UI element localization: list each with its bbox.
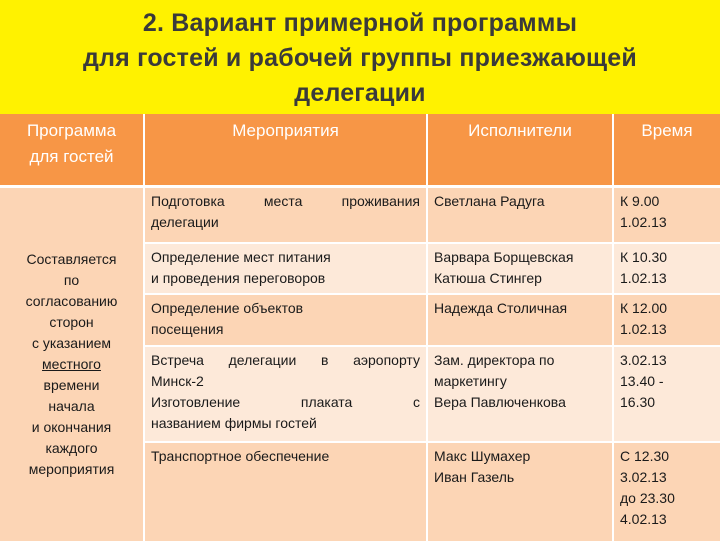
time-line: 16.30 [620, 394, 656, 410]
header-time: Время [613, 114, 720, 186]
program-table [0, 114, 720, 543]
side-note-line: согласованию [25, 292, 118, 309]
header-events: Мероприятия [144, 114, 427, 186]
side-note-line: и окончания [31, 418, 112, 435]
table-header-row [0, 114, 720, 186]
event-line: Минск-2 [151, 373, 204, 389]
time-cell [613, 186, 720, 243]
time-cell [613, 294, 720, 346]
side-note-line: мероприятия [28, 460, 115, 477]
time-line: 3.02.13 [620, 469, 667, 485]
executor-line: Катюша Стингер [434, 270, 542, 286]
executor-cell [427, 442, 613, 542]
time-line: 1.02.13 [620, 321, 667, 337]
executor-cell [427, 186, 613, 243]
event-line: посещения [151, 321, 224, 337]
time-cell [613, 243, 720, 294]
time-line: 1.02.13 [620, 270, 667, 286]
executor-line: Макс Шумахер [434, 448, 531, 464]
time-line: 3.02.13 [620, 352, 667, 368]
time-line: 1.02.13 [620, 213, 667, 230]
header-program [0, 114, 144, 186]
executor-cell [427, 294, 613, 346]
executor-cell [427, 346, 613, 442]
event-cell [144, 346, 427, 442]
executor-line: Вера Павлюченкова [434, 394, 566, 410]
header-executors: Исполнители [427, 114, 613, 186]
event-line: Встреча делегации в аэропорту [151, 352, 420, 368]
header-program-line-2: для гостей [29, 147, 114, 166]
executor-line: Варвара Борщевская [434, 249, 574, 265]
time-cell [613, 346, 720, 442]
event-cell [144, 442, 427, 542]
side-note-line: с указанием [31, 334, 112, 351]
event-cell [144, 186, 427, 243]
side-note-line: времени [43, 376, 100, 393]
slide-title-line-1: 2. Вариант примерной программы [142, 9, 578, 37]
event-line: делегации [151, 213, 219, 230]
slide-title-line-3: делегации [294, 79, 426, 107]
executor-line: Иван Газель [434, 469, 515, 485]
time-line: К 10.30 [620, 249, 668, 265]
time-line: К 12.00 [620, 300, 668, 316]
time-cell [613, 442, 720, 542]
event-line: названием фирмы гостей [151, 415, 317, 431]
executor-line: Надежда Столичная [434, 300, 568, 316]
event-line: Изготовление плаката с [151, 394, 420, 410]
table-row [0, 186, 720, 243]
side-note-line: начала [48, 397, 95, 414]
event-cell [144, 294, 427, 346]
time-line: К 9.00 [620, 192, 660, 209]
side-note-line: сторон [49, 313, 94, 330]
side-note [0, 186, 144, 542]
time-line: 13.40 - [620, 373, 664, 389]
event-cell [144, 243, 427, 294]
event-line: Определение объектов [151, 300, 304, 316]
event-line: Определение мест питания [151, 249, 331, 265]
time-line: 4.02.13 [620, 511, 667, 527]
event-line: Подготовка места проживания [151, 192, 420, 209]
time-line: до 23.30 [620, 490, 675, 506]
side-note-line: каждого [45, 439, 98, 456]
executor-line: Светлана Радуга [434, 192, 545, 209]
slide-title-band [0, 0, 720, 114]
side-note-line: по [63, 271, 80, 288]
executor-line: Зам. директора по [434, 352, 555, 368]
side-note-line: Составляется [26, 250, 117, 267]
executor-cell [427, 243, 613, 294]
event-line: и проведения переговоров [151, 270, 326, 286]
slide-title-line-2: для гостей и рабочей группы приезжающей [83, 44, 637, 72]
executor-line: маркетингу [434, 373, 507, 389]
time-line: С 12.30 [620, 448, 670, 464]
side-note-line: местного [42, 355, 101, 372]
event-line: Транспортное обеспечение [151, 448, 330, 464]
header-program-line-1: Программа [26, 121, 117, 140]
